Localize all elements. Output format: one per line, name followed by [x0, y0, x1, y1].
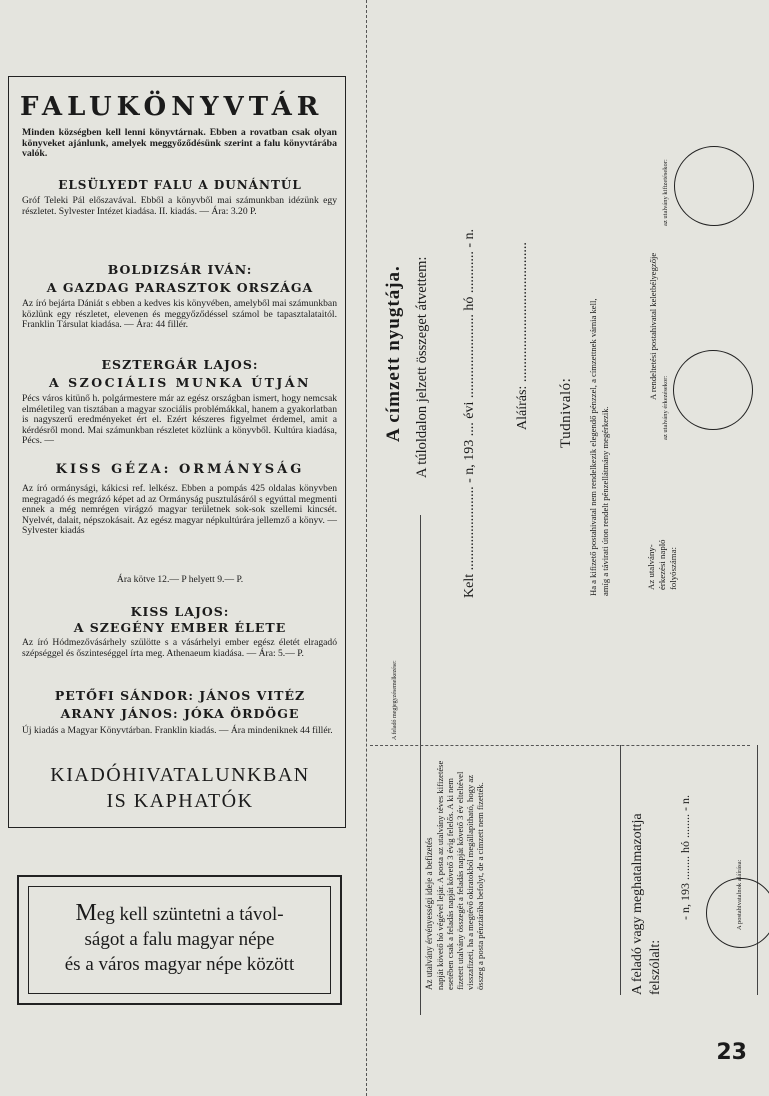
- book-6-heading2: ARANY JÁNOS: JÓKA ÖRDÖGE: [60, 706, 300, 721]
- book-5-text: Az író Hódmezővásárhely szülötte s a vásárhelyi ember egész életét elragadó szépséggel és őszinteséggel írta meg. Athenaeum kiadása. — Ára: 5.— P.: [22, 637, 337, 659]
- book-2-title: A GAZDAG PARASZTOK ORSZÁGA: [46, 280, 314, 295]
- slogan-box: [17, 875, 342, 1005]
- cut-line-left: [366, 0, 367, 1096]
- book-3-title: A SZOCIÁLIS MUNKA ÚTJÁN: [49, 375, 311, 390]
- rule-felado: [620, 745, 621, 995]
- kifizetes-label: az utalvány kifizetésekor:: [662, 159, 669, 226]
- ervenyessegi-title: Az utalvány érvényességi ideje a befizetés: [424, 837, 434, 990]
- book-2-author: BOLDIZSÁR IVÁN:: [107, 262, 253, 277]
- book-3-author: ESZTERGÁR LAJOS:: [101, 357, 259, 372]
- falukonyvtar-title: FALUKÖNYVTÁR: [20, 92, 324, 122]
- stamp-circle-kifizetes: [674, 146, 754, 226]
- stamp-circle-erkezes: [673, 350, 753, 430]
- tudnivalo-text-1: Ha a kifizető postahivatal nem rendelkezik elegendő pénzzel, a címzettnek várnia kell,: [588, 298, 598, 596]
- kiado-line-2: IS KAPHATÓK: [106, 790, 254, 812]
- erkezesi-naplo-label: érkezési napló: [657, 539, 667, 590]
- book-1-text: Gróf Teleki Pál előszavával. Ebből a könyvből mai számunkban idézünk egy részletet. Sylvester Intézet kiadása. II. kiadás. — Ára: 3.20 P.: [22, 195, 337, 217]
- alairas-line: Aláírás: ........................................: [515, 242, 530, 430]
- postahivatalnok-alairas: A postahivatalnok aláírása:: [736, 859, 743, 930]
- kiado-notice: [20, 762, 340, 814]
- book-2-text: Az író bejárta Dániát s ebben a kedves kis könyvében, amelyből mai számunkban közlünk egy részletet, elevenen és meggyőződéssel számol be tapasztalataitól. Franklin Társulat kiadása. — Ára: 44 fillér.: [22, 298, 337, 331]
- tudnivalo-heading: Tudnivaló:: [558, 377, 574, 448]
- book-5-author: KISS LAJOS:: [130, 604, 230, 619]
- nyugta-title: A címzett nyugtája.: [383, 265, 404, 442]
- rule-right: [757, 745, 758, 995]
- utalvany-label: Az utalvány-: [646, 544, 656, 590]
- slogan-text: [29, 901, 330, 977]
- meghatalmazott-label: A feladó vagy meghatalmazottja: [630, 813, 645, 995]
- book-3-text: Pécs város kitünő h. polgármestere már az egész országban ismert, hogy nemcsak elméletileg van tisztában a magyar szociális problémákkal, hanem a gyakorlatban is nagyszerű eredményeket ért el. Ezért készeres figyelmet érdemel, amit a kérdésről mond. Mai számunkban részletet közlünk a könyvből. Kultúra kiadása, Pécs. —: [22, 393, 337, 447]
- slogan-initial: M: [75, 900, 97, 926]
- book-5-title: A SZEGÉNY EMBER ÉLETE: [73, 620, 287, 635]
- book-4-price: Ára kötve 12.— P helyett 9.— P.: [116, 574, 244, 585]
- falukonyvtar-intro: Minden községben kell lenni könyvtárnak. Ebben a rovatban csak olyan könyveket ajánlunk, amelyek meggyőződésünk szerint a falu könyvtárába valók.: [22, 127, 337, 160]
- section-divider: [370, 745, 750, 746]
- keletbelyegzo-label: A rendeltetési postahivatal keletbélyegzője: [648, 252, 658, 400]
- felszolalt-label: felszólalt:: [648, 939, 663, 995]
- slogan-line-3: és a város magyar népe között: [64, 954, 295, 975]
- book-1-heading: ELSÜLYEDT FALU A DUNÁNTÚL: [58, 178, 302, 192]
- folyoszama-label: folyószáma:: [668, 547, 678, 590]
- erkezesi-label: az utalvány érkezésekor:: [662, 375, 669, 440]
- book-6-heading1: PETŐFI SÁNDOR: JÁNOS VITÉZ: [54, 688, 306, 703]
- slogan-line-1: eg kell szüntetni a távol-: [96, 904, 284, 925]
- felszolalas-date-line: - n, 193 ........ hó ........ - n.: [678, 795, 692, 920]
- tudnivalo-text-2: amíg a távirati úton rendelt pénzellátmány megérkezik.: [600, 406, 610, 596]
- book-6-text: Új kiadás a Magyar Könyvtárban. Franklin kiadás. — Ára mindeniknek 44 fillér.: [22, 725, 333, 736]
- slogan-inner-frame: [28, 886, 331, 994]
- kelt-date-line: Kelt ........................ - n, 193 .... évi ........................ hó ............ - n.: [462, 228, 477, 598]
- slogan-line-2: ságot a falu magyar népe: [84, 929, 275, 950]
- felado-megjegyzes-label: A feladó megjegyzésemelkezése:: [392, 660, 398, 740]
- kiado-line-1: KIADÓHIVATALUNKBAN: [50, 764, 310, 786]
- book-4-heading: KISS GÉZA: ORMÁNYSÁG: [55, 462, 305, 477]
- rule-stub: [420, 515, 421, 1015]
- book-4-text: Az író ormánysági, kákicsi ref. lelkész. Ebben a pompás 425 oldalas könyvben megragadó és megrázó képet ad az Ormányság pusztulásáról s egyúttal megmenti ennek a még nemrégen virágzó magyar területnek sok-sok szellemi kincsét. Nyelvét, dalait, népszokásait. Az egész magyar népkultúrára jellemző a könyv. — Sylvester kiadás: [22, 483, 337, 537]
- page-number: 23: [716, 1040, 747, 1065]
- ervenyessegi-text: napját követő hó végével lejár. A posta az utalvány téves kifizetése esetében csak a feladás napját követő 3 évig felelős. A ki nem fizetett utalvány összegét a feladás napját követő 3 év elteltével visszafizeti, ha a megtévő okiratokból megállapítható, hogy az összeg a posta pénztárába befolyt, de a címzett nem fizették.: [435, 760, 485, 990]
- tuloldalon-text: A túloldalon jelzett összeget átvettem:: [414, 256, 430, 478]
